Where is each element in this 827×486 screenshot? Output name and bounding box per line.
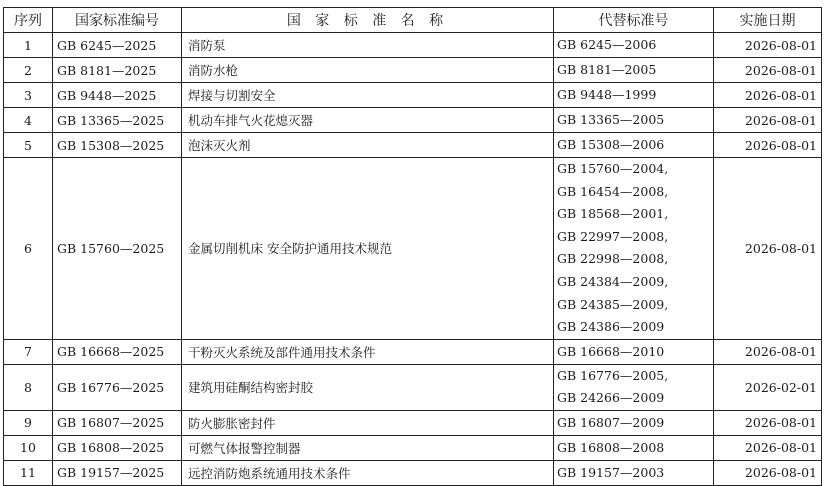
table-row [4, 410, 822, 435]
row-implementation-date: 2026-08-01 [714, 58, 822, 83]
row-seq: 10 [4, 435, 53, 460]
replaced-standard-item: GB 18568—2001, [557, 206, 669, 222]
row-seq: 1 [4, 33, 53, 58]
replaced-standard-item: GB 15308—2006 [557, 137, 665, 152]
row-standard-name: 干粉灭火系统及部件通用技术条件 [182, 339, 554, 364]
row-implementation-date: 2026-08-01 [714, 33, 822, 58]
row-replaced-standards [554, 339, 714, 364]
row-implementation-date: 2026-08-01 [714, 108, 822, 133]
row-standard-code: GB 16807—2025 [53, 410, 182, 435]
row-seq: 2 [4, 58, 53, 83]
table-row [4, 460, 822, 485]
row-seq: 5 [4, 133, 53, 158]
replaced-standard-item: GB 24385—2009, [557, 296, 669, 312]
replaced-standard-item: GB 13365—2005 [557, 112, 665, 127]
replaced-standard-item: GB 24266—2009 [557, 390, 665, 406]
header-standard-code: 国家标准编号 [53, 8, 182, 33]
table-row [4, 435, 822, 460]
replaced-standard-item: GB 15760—2004, [557, 161, 669, 176]
header-standard-name: 国 家 标 准 名 称 [182, 8, 554, 33]
row-standard-code: GB 16776—2025 [53, 364, 182, 410]
row-standard-name: 消防泵 [182, 33, 554, 58]
row-standard-name: 机动车排气火花熄灭器 [182, 108, 554, 133]
header-seq: 序列 [4, 8, 53, 33]
row-standard-code: GB 15308—2025 [53, 133, 182, 158]
row-standard-code: GB 9448—2025 [53, 83, 182, 108]
replaced-standard-item: GB 22997—2008, [557, 228, 669, 244]
replaced-standard-item: GB 16807—2009 [557, 414, 665, 430]
row-standard-name: 建筑用硅酮结构密封胶 [182, 364, 554, 410]
row-standard-code: GB 15760—2025 [53, 158, 182, 340]
row-standard-code: GB 19157—2025 [53, 460, 182, 485]
row-implementation-date: 2026-02-01 [714, 364, 822, 410]
replaced-standard-item: GB 24386—2009 [557, 319, 665, 335]
row-standard-name: 消防水枪 [182, 58, 554, 83]
replaced-standard-item: GB 19157—2003 [557, 464, 665, 480]
row-standard-name: 远控消防炮系统通用技术条件 [182, 460, 554, 485]
row-standard-name: 焊接与切割安全 [182, 83, 554, 108]
row-implementation-date: 2026-08-01 [714, 435, 822, 460]
row-standard-name: 防火膨胀密封件 [182, 410, 554, 435]
standards-table [3, 7, 822, 486]
row-replaced-standards [554, 58, 714, 83]
replaced-standard-item: GB 6245—2006 [557, 37, 657, 52]
header-implementation-date: 实施日期 [714, 8, 822, 33]
row-standard-code: GB 6245—2025 [53, 33, 182, 58]
row-implementation-date: 2026-08-01 [714, 158, 822, 340]
replaced-standard-item: GB 16776—2005, [557, 367, 669, 383]
row-replaced-standards [554, 33, 714, 58]
row-implementation-date: 2026-08-01 [714, 410, 822, 435]
row-replaced-standards [554, 435, 714, 460]
row-replaced-standards [554, 108, 714, 133]
table-row [4, 58, 822, 83]
row-replaced-standards [554, 83, 714, 108]
table-row [4, 364, 822, 410]
row-standard-code: GB 8181—2025 [53, 58, 182, 83]
row-replaced-standards [554, 410, 714, 435]
row-implementation-date: 2026-08-01 [714, 460, 822, 485]
row-replaced-standards [554, 158, 714, 340]
row-standard-code: GB 13365—2025 [53, 108, 182, 133]
table-row [4, 339, 822, 364]
row-seq: 8 [4, 364, 53, 410]
row-standard-code: GB 16668—2025 [53, 339, 182, 364]
row-seq: 3 [4, 83, 53, 108]
row-implementation-date: 2026-08-01 [714, 133, 822, 158]
table-row [4, 83, 822, 108]
row-implementation-date: 2026-08-01 [714, 83, 822, 108]
row-standard-name: 泡沫灭火剂 [182, 133, 554, 158]
row-standard-name: 金属切削机床 安全防护通用技术规范 [182, 158, 554, 340]
row-seq: 11 [4, 460, 53, 485]
table-row [4, 108, 822, 133]
replaced-standard-item: GB 24384—2009, [557, 273, 669, 289]
table-body [4, 33, 822, 486]
row-seq: 6 [4, 158, 53, 340]
row-replaced-standards [554, 364, 714, 410]
replaced-standard-item: GB 16808—2008 [557, 439, 665, 455]
table-row [4, 158, 822, 340]
row-seq: 7 [4, 339, 53, 364]
table-row [4, 133, 822, 158]
table-row [4, 33, 822, 58]
row-seq: 4 [4, 108, 53, 133]
row-seq: 9 [4, 410, 53, 435]
replaced-standard-item: GB 9448—1999 [557, 87, 657, 102]
header-row [4, 8, 822, 33]
row-implementation-date: 2026-08-01 [714, 339, 822, 364]
row-replaced-standards [554, 460, 714, 485]
replaced-standard-item: GB 16668—2010 [557, 343, 665, 359]
replaced-standard-item: GB 22998—2008, [557, 251, 669, 267]
header-replaced-standard: 代替标准号 [554, 8, 714, 33]
replaced-standard-item: GB 16454—2008, [557, 183, 669, 199]
row-standard-name: 可燃气体报警控制器 [182, 435, 554, 460]
replaced-standard-item: GB 8181—2005 [557, 62, 657, 77]
row-replaced-standards [554, 133, 714, 158]
row-standard-code: GB 16808—2025 [53, 435, 182, 460]
